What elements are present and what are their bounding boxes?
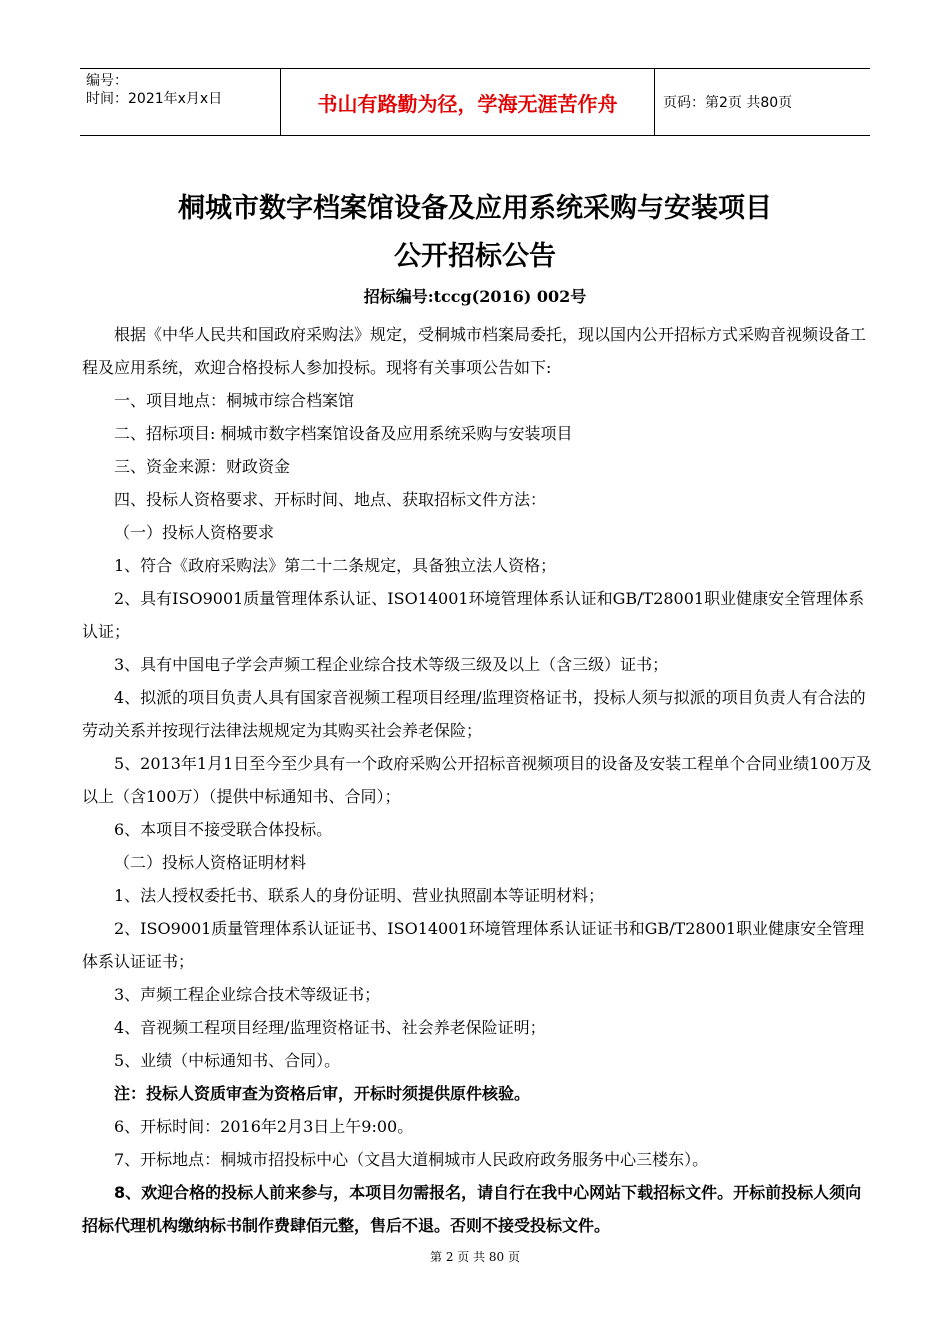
paragraph: 4、拟派的项目负责人具有国家音视频工程项目经理/监理资格证书，投标人须与拟派的项目负责人有合法的劳动关系并按现行法律法规规定为其购买社会养老保险；: [82, 688, 866, 740]
paragraph: 4、音视频工程项目经理/监理资格证书、社会养老保险证明；: [114, 1018, 546, 1037]
paragraph: 三、资金来源：财政资金: [114, 457, 291, 476]
paragraph: 二、招标项目: 桐城市数字档案馆设备及应用系统采购与安装项目: [114, 424, 573, 443]
document-time: 时间：2021年x月x日: [86, 91, 223, 107]
paragraph: 6、开标时间：2016年2月3日上午9:00。: [114, 1117, 414, 1136]
paragraph: 注：投标人资质审查为资格后审，开标时须提供原件核验。: [114, 1084, 531, 1103]
paragraph: 2、ISO9001质量管理体系认证证书、ISO14001环境管理体系认证证书和GB/T28001职业健康安全管理体系认证证书；: [82, 919, 865, 971]
page-header: [80, 68, 870, 136]
paragraph: 根据《中华人民共和国政府采购法》规定，受桐城市档案局委托，现以国内公开招标方式采购音视频设备工程及应用系统，欢迎合格投标人参加投标。现将有关事项公告如下:: [82, 325, 867, 377]
header-page-info: 页码：第2页 共80页: [663, 95, 793, 111]
paragraph: （二）投标人资格证明材料: [114, 853, 307, 872]
document-body: [82, 318, 872, 1242]
paragraph: 2、具有ISO9001质量管理体系认证、ISO14001环境管理体系认证和GB/T28001职业健康安全管理体系认证；: [82, 589, 865, 641]
paragraph: 一、项目地点：桐城市综合档案馆: [114, 391, 355, 410]
header-motto: 书山有路勤为径，学海无涯苦作舟: [280, 69, 655, 135]
document-number-label: 编号：: [86, 73, 128, 89]
bid-number: 招标编号:tccg(2016) 002号: [363, 287, 587, 306]
paragraph: 3、具有中国电子学会声频工程企业综合技术等级三级及以上（含三级）证书；: [114, 655, 669, 674]
paragraph: 6、本项目不接受联合体投标。: [114, 820, 333, 839]
paragraph: 5、2013年1月1日至今至少具有一个政府采购公开招标音视频项目的设备及安装工程单个合同业绩100万及以上（含100万）（提供中标通知书、合同）；: [82, 754, 872, 806]
document-title: 桐城市数字档案馆设备及应用系统采购与安装项目: [178, 193, 772, 224]
document-subtitle: 公开招标公告: [394, 241, 556, 272]
paragraph: （一）投标人资格要求: [114, 523, 275, 542]
paragraph: 3、声频工程企业综合技术等级证书；: [114, 985, 381, 1004]
paragraph: 8、欢迎合格的投标人前来参与，本项目勿需报名，请自行在我中心网站下载招标文件。开标前投标人须向招标代理机构缴纳标书制作费肆佰元整，售后不退。否则不接受投标文件。: [82, 1183, 862, 1235]
paragraph: 5、业绩（中标通知书、合同）。: [114, 1051, 341, 1070]
paragraph: 1、符合《政府采购法》第二十二条规定，具备独立法人资格；: [114, 556, 557, 575]
paragraph: 1、法人授权委托书、联系人的身份证明、营业执照副本等证明材料；: [114, 886, 605, 905]
paragraph: 7、开标地点：桐城市招投标中心（文昌大道桐城市人民政府政务服务中心三楼东）。: [114, 1150, 709, 1169]
header-meta: [80, 69, 280, 135]
paragraph: 四、投标人资格要求、开标时间、地点、获取招标文件方法：: [114, 490, 547, 509]
page-footer: 第 2 页 共 80 页: [430, 1250, 520, 1264]
